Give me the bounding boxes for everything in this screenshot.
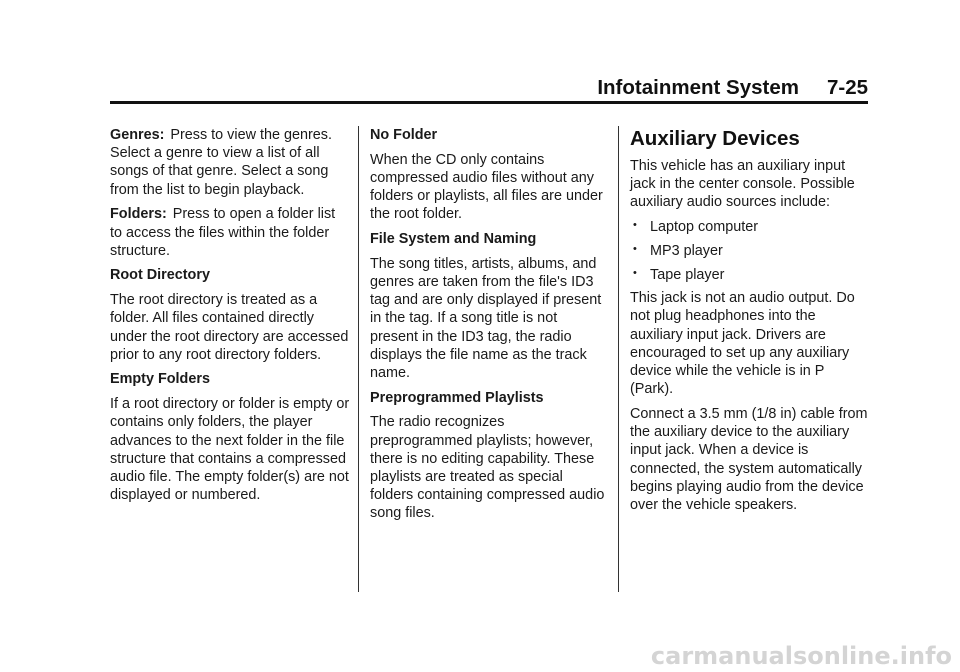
list-item: • Tape player	[630, 266, 868, 284]
folders-paragraph	[110, 205, 350, 260]
page-number: 7-25	[826, 76, 868, 99]
file-system-text: The song titles, artists, albums, and genres are taken from the file's ID3 tag and are only displayed if present in the tag. If a song title is not present in the ID3 tag, the radio displays the file name as the track name.	[370, 255, 602, 381]
preprogrammed-playlists-text: The radio recognizes preprogrammed playlists; however, there is no editing capability. These playlists are treated as special folders containing compressed audio song files.	[370, 414, 605, 522]
root-directory-text: The root directory is treated as a folder. All files contained directly under the root directory are accessed prior to any root directory folders.	[110, 292, 349, 363]
root-directory-heading: Root Directory	[110, 267, 210, 284]
column-right	[630, 126, 868, 521]
column-divider-2	[618, 126, 619, 592]
auxiliary-devices-title: Auxiliary Devices	[630, 127, 800, 150]
preprogrammed-playlists-heading: Preprogrammed Playlists	[370, 389, 544, 406]
no-folder-heading: No Folder	[370, 127, 438, 143]
auxiliary-intro: This vehicle has an auxiliary input jack in the center console. Possible auxiliary audio sources include:	[630, 158, 855, 211]
genres-paragraph	[110, 126, 350, 199]
column-left	[110, 126, 350, 511]
empty-folders-text: If a root directory or folder is empty or contains only folders, the player advances to the next folder in the file structure that contains a compressed audio file. The empty folder(s) are not displayed or numbered.	[110, 396, 350, 504]
watermark: carmanualsonline.info	[650, 642, 952, 670]
genres-text: Press to view the genres. Select a genre to view a list of all songs of that genre. Select a song from the list to begin playback.	[110, 127, 332, 198]
list-item: • Laptop computer	[630, 218, 868, 236]
empty-folders-heading: Empty Folders	[110, 371, 210, 388]
section-title: Infotainment System	[597, 76, 799, 99]
file-system-heading: File System and Naming	[370, 231, 537, 248]
auxiliary-sources-list	[630, 218, 868, 284]
bullet-icon: •	[633, 242, 637, 255]
folders-term: Folders:	[110, 206, 167, 223]
connect-instructions: Connect a 3.5 mm (1/8 in) cable from the auxiliary device to the auxiliary input jack. When a device is connected, the system automatically begins playing audio from the device over the vehicle speakers.	[630, 405, 868, 513]
bullet-icon: •	[633, 266, 637, 279]
audio-output-warning: This jack is not an audio output. Do not plug headphones into the auxiliary input jack. Drivers are encouraged to set up any auxiliary device while the vehicle is in P (Park).	[630, 290, 855, 398]
column-divider-1	[358, 126, 359, 592]
column-middle	[370, 126, 606, 529]
genres-term: Genres:	[110, 127, 165, 143]
header-rule	[110, 101, 868, 104]
no-folder-text: When the CD only contains compressed audio files without any folders or playlists, all files are under the root folder.	[370, 151, 603, 223]
bullet-icon: •	[633, 219, 637, 232]
list-item: • MP3 player	[630, 242, 868, 260]
folders-text: Press to open a folder list to access the files within the folder structure.	[110, 206, 336, 259]
